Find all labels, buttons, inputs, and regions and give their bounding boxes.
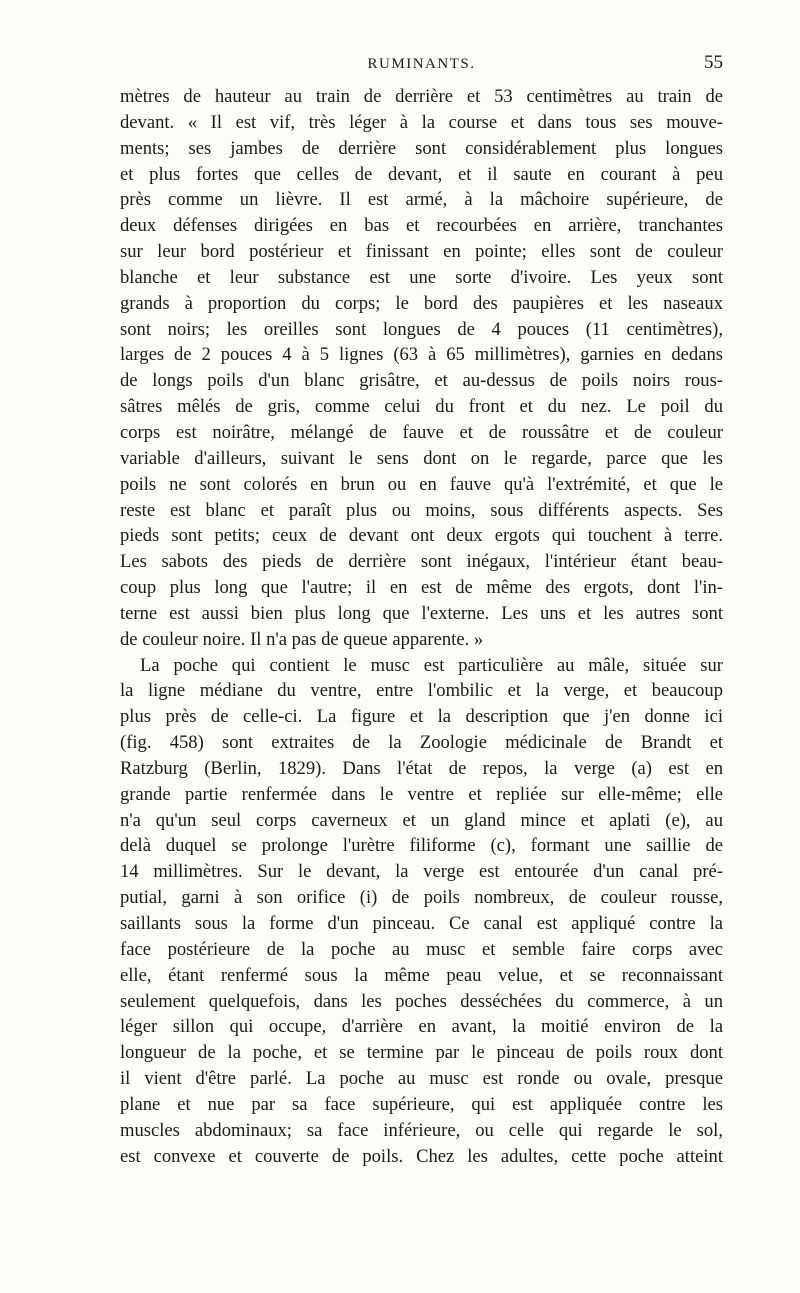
text-line: coup plus long que l'autre; il en est de même des ergots, dont l'in- [120,577,723,599]
page-number: 55 [704,52,723,73]
text-line: plane et nue par sa face supérieure, qui est appliquée contre les [120,1093,723,1115]
text-line: grande partie renfermée dans le ventre et repliée sur elle-même; elle [120,783,723,805]
text-line: saillants sous la forme d'un pinceau. Ce canal est appliqué contre la [120,913,723,934]
running-head [120,52,723,78]
text-line: putial, garni à son orifice (i) de poils nombreux, de couleur rousse, [120,887,723,909]
text-line: n'a qu'un seul corps caverneux et un gland mince et aplati (e), au [120,809,723,831]
text-line: elle, étant renfermé sous la même peau velue, et se reconnaissant [120,964,723,986]
text-line: de couleur noire. Il n'a pas de queue apparente. » [120,628,484,650]
text-line: et plus fortes que celles de devant, et il saute en courant à peu [120,163,723,185]
text-line: léger sillon qui occupe, d'arrière en avant, la moitié environ de la [120,1016,723,1038]
text-line: de longs poils d'un blanc grisâtre, et au-dessus de poils noirs rous- [120,370,723,392]
text-line: Les sabots des pieds de derrière sont inégaux, l'intérieur étant beau- [120,551,723,573]
text-line: plus près de celle-ci. La figure et la description que j'en donne ici [120,706,723,728]
text-line: la ligne médiane du ventre, entre l'ombilic et la verge, et beaucoup [120,680,723,702]
text-line: corps est noirâtre, mélangé de fauve et de roussâtre et de couleur [120,421,723,443]
text-line: seulement quelquefois, dans les poches desséchées du commerce, à un [120,990,723,1012]
text-line: sâtres mêlés de gris, comme celui du front et du nez. Le poil du [120,396,723,418]
body-text [120,84,723,1169]
text-line: terne est aussi bien plus long que l'externe. Les uns et les autres sont [120,602,723,624]
text-line: mètres de hauteur au train de derrière et 53 centimètres au train de [120,86,723,107]
text-line: poils ne sont colorés en brun ou en fauve qu'à l'extrémité, et que le [120,473,723,495]
running-title: RUMINANTS. [367,56,476,72]
text-line: (fig. 458) sont extraites de la Zoologie médicinale de Brandt et [120,732,723,754]
text-line: muscles abdominaux; sa face inférieure, ou celle qui regarde le sol, [120,1119,723,1141]
text-line: pieds sont petits; ceux de devant ont deux ergots qui touchent à terre. [120,525,723,547]
text-line: face postérieure de la poche au musc et semble faire corps avec [120,938,723,960]
text-line: deux défenses dirigées en bas et recourbées en arrière, tranchantes [120,215,723,237]
text-line: Ratzburg (Berlin, 1829). Dans l'état de repos, la verge (a) est en [120,757,723,779]
text-line: sur leur bord postérieur et finissant en pointe; elles sont de couleur [120,241,723,263]
text-line: près comme un lièvre. Il est armé, à la mâchoire supérieure, de [120,189,723,211]
text-line: longueur de la poche, et se termine par le pinceau de poils roux dont [120,1042,723,1064]
text-line: est convexe et couverte de poils. Chez les adultes, cette poche atteint [120,1145,723,1167]
text-line: sont noirs; les oreilles sont longues de 4 pouces (11 centimètres), [120,318,723,340]
text-line: larges de 2 pouces 4 à 5 lignes (63 à 65 millimètres), garnies en dedans [120,344,723,366]
text-line: delà duquel se prolonge l'urètre filiforme (c), formant une saillie de [120,835,723,857]
text-line: grands à proportion du corps; le bord des paupières et les naseaux [120,292,723,314]
text-line: blanche et leur substance est une sorte d'ivoire. Les yeux sont [120,266,723,288]
text-line: reste est blanc et paraît plus ou moins, sous différents aspects. Ses [120,499,723,521]
text-line: La poche qui contient le musc est particulière au mâle, située sur [140,654,723,676]
text-line: variable d'ailleurs, suivant le sens dont on le regarde, parce que les [120,447,723,469]
text-line: devant. « Il est vif, très léger à la course et dans tous ses mouve- [120,111,723,133]
text-line: 14 millimètres. Sur le devant, la verge est entourée d'un canal pré- [120,861,723,883]
text-line: il vient d'être parlé. La poche au musc est ronde ou ovale, presque [120,1068,723,1090]
text-line: ments; ses jambes de derrière sont considérablement plus longues [120,137,723,159]
